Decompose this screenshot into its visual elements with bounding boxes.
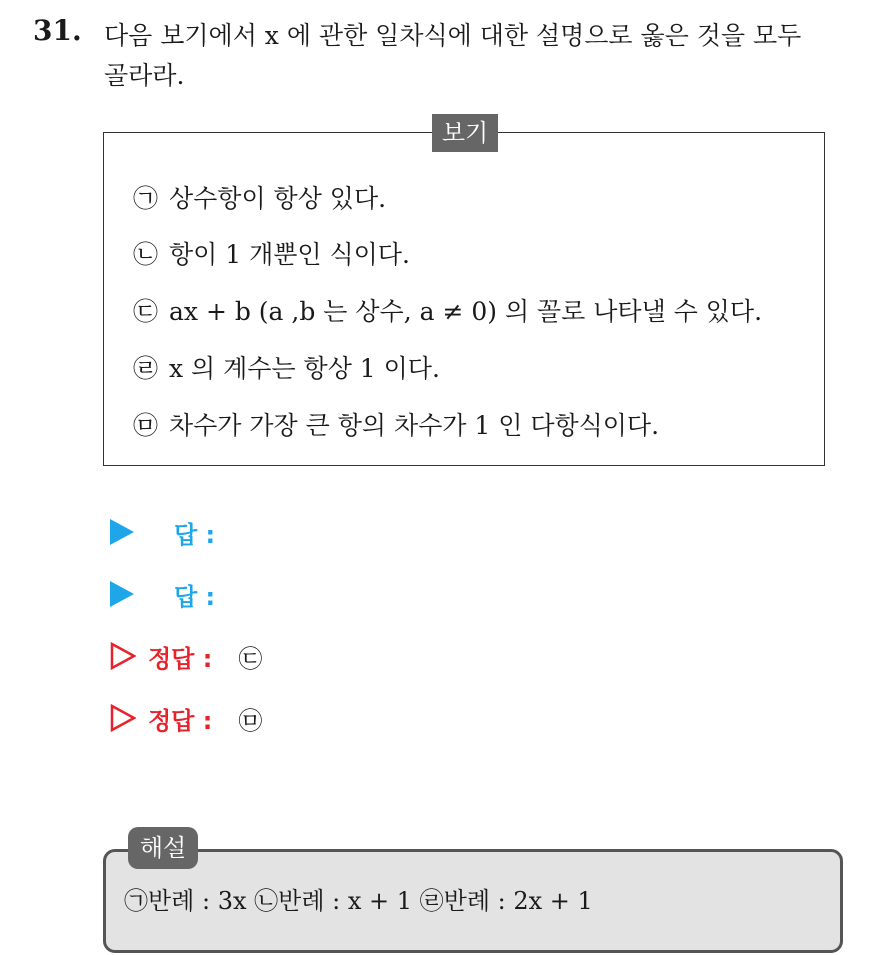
bogi-item-text: x 의 계수는 항상 1 이다. <box>169 354 440 383</box>
bogi-item <box>133 409 659 443</box>
answer-line <box>110 577 215 611</box>
answer-label: 답 : <box>174 520 216 549</box>
question-text: 다음 보기에서 x 에 관한 일차식에 대한 설명으로 옳은 것을 모두 골라라. <box>104 21 802 90</box>
correct-answer-value: ㉢ <box>238 644 263 673</box>
bogi-item <box>133 295 762 329</box>
play-triangle-icon <box>110 519 134 545</box>
correct-answer-line <box>110 639 262 673</box>
question-number: 31. <box>33 14 82 47</box>
correct-answer-line <box>110 701 262 735</box>
answer-line <box>110 515 215 549</box>
bogi-item-marker: ㉣ <box>133 354 159 383</box>
answer-label: 답 : <box>174 582 216 611</box>
bogi-item-marker: ㉠ <box>133 184 159 213</box>
correct-answer-value: ㉤ <box>238 706 263 735</box>
bogi-item-text: 차수가 가장 큰 항의 차수가 1 인 다항식이다. <box>169 411 660 440</box>
bogi-item <box>133 352 440 386</box>
correct-answer-label: 정답 : <box>148 644 213 673</box>
bogi-item <box>133 182 386 216</box>
outline-triangle-icon <box>110 642 136 670</box>
bogi-item-marker: ㉤ <box>133 411 159 440</box>
correct-answer-label: 정답 : <box>148 706 213 735</box>
bogi-item <box>133 238 410 272</box>
solution-title: 해설 <box>128 827 198 869</box>
bogi-title: 보기 <box>432 114 498 152</box>
bogi-item-text: 항이 1 개뿐인 식이다. <box>169 240 410 269</box>
solution-text: ㉠반례 : 3x ㉡반례 : x + 1 ㉣반례 : 2x + 1 <box>124 887 593 915</box>
bogi-item-marker: ㉡ <box>133 240 159 269</box>
bogi-item-text: ax + b (a ,b 는 상수, a ≠ 0) 의 꼴로 나타낼 수 있다. <box>169 297 763 326</box>
bogi-item-text: 상수항이 항상 있다. <box>169 184 387 213</box>
bogi-item-marker: ㉢ <box>133 297 159 326</box>
outline-triangle-icon <box>110 704 136 732</box>
play-triangle-icon <box>110 581 134 607</box>
